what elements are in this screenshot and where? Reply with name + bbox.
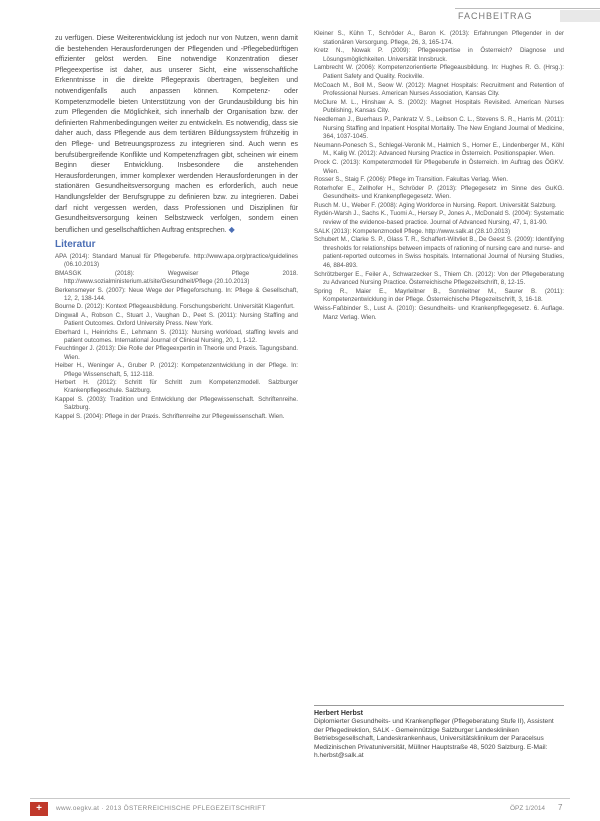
reference-entry: Spring R., Maier E., Mayrleitner B., Sonnleitner M., Saurer B. (2011): Kompetenzentwicklung in der Pflege. Österreichische Pflegezeitschrift, 3, 16-18. (314, 287, 564, 304)
reference-entry: APA (2014): Standard Manual für Pflegeberufe. http://www.apa.org/practice/guidelines (06.10.2013) (55, 252, 298, 269)
footer-publication: www.oegkv.at · 2013 ÖSTERREICHISCHE PFLEGEZEITSCHRIFT (56, 805, 266, 812)
reference-entry: SALK (2013): Kompetenzmodell Pflege. http://www.salk.at (28.10.2013) (314, 227, 511, 235)
reference-entry: Berkensmeyer S. (2007): Neue Wege der Pflegeforschung. In: Pflege & Gesellschaft, 12, 2, 138-144. (55, 286, 298, 302)
reference-entry: Prock C. (2013): Kompetenzmodell für Pflegeberufe in Österreich. Im Auftrag des ÖGKV. Wien. (314, 158, 564, 175)
reference-entry: Herbert H. (2012): Schritt für Schritt zum Kompetenzmodell. Salzburger Krankenpflegeschule. Salzburg. (55, 378, 298, 395)
reference-list-left (55, 253, 298, 421)
reference-entry: Rusch M. U., Weber F. (2008): Aging Workforce in Nursing. Report. Universität Salzburg. (314, 201, 557, 209)
reference-entry: Eberhard I., Heinrichs E., Lehmann S. (2011): Nursing workload, staffing levels and patient outcomes. International Journal of Clinical Nursing, 20, 1, 1-12. (55, 328, 298, 344)
reference-entry: Kleiner S., Kühn T., Schröder A., Baron K. (2013): Erfahrungen Pflegender in der stationären Versorgung. Pflege, 26, 3, 165-174. (314, 30, 564, 46)
author-bio: Diplomierter Gesundheits- und Krankenpfleger (Pflegeberatung Stufe II), Assistent der Pflegedirektion, SALK - Gemeinnützige Salzburger Landeskliniken Betriebsgesellschaft, Landeskrankenhaus, Universitätsklinikum der Paracelsus Medizinischen Privatuniversität, Müllner Hauptstraße 48, 5020 Salzburg. E-Mail: h.herbst@salk.at (314, 718, 554, 760)
reference-entry: Kappel S. (2004): Pflege in der Praxis. Schriftenreihe zur Pflegewissenschaft. Wien. (55, 412, 285, 420)
reference-entry: Bourne D. (2012): Kontext Pflegeausbildung. Forschungsbericht. Universität Klagenfurt. (55, 303, 295, 311)
reference-entry: Rosser S., Staig F. (2006): Pflege im Transition. Fakultas Verlag. Wien. (314, 176, 508, 184)
journal-logo-icon: + (30, 802, 48, 816)
reference-entry: Kappel S. (2003): Tradition und Entwicklung der Pflegewissenschaft. Schriftenreihe. Salzburg. (55, 395, 298, 412)
reference-entry: McCoach M., Boll M., Seow W. (2012): Magnet Hospitals: Recruitment and Retention of Professional Nurses. American Nurses Association, Kansas City. (314, 81, 564, 98)
author-name: Herbert Herbst (314, 710, 364, 717)
literature-heading: Literatur (55, 239, 96, 251)
reference-entry: McClure M. L., Hinshaw A. S. (2002): Magnet Hospitals Revisited. American Nurses Publishing, Kansas City. (314, 98, 564, 115)
reference-entry: Heiber H., Weninger A., Gruber P. (2012): Kompetenzentwicklung in der Pflege. In: Pflege Wissenschaft, 5, 112-118. (55, 362, 298, 378)
reference-entry: Weiss-Faßbinder S., Lust A. (2010): Gesundheits- und Krankenpflegegesetz. 6. Auflage. Manz Verlag. Wien. (314, 305, 564, 321)
reference-entry: BMASGK (2018): Wegweiser Pflege 2018. http://www.sozialministerium.at/site/Gesundheit/Pflege (20.10.2013) (55, 269, 298, 286)
reference-entry: Kretz N., Nowak P. (2009): Pflegeexpertise in Österreich? Diagnose und Lösungsmöglichkeiten. Universität Innsbruck. (314, 47, 564, 63)
footer-issue: ÖPZ 1/2014 (510, 805, 546, 812)
reference-list-right (314, 30, 564, 322)
reference-entry: Needleman J., Buerhaus P., Pankratz V. S., Leibson C. L., Stevens S. R., Harris M. (2011): Nursing Staffing and Inpatient Hospital Mortality. The New England Journal of Medicine, 364, 1037-1045. (314, 115, 564, 141)
reference-entry: Lambrecht W. (2006): Kompetenzorientierte Pflegeausbildung. In: Hughes R. G. (Hrsg.): Patient Safety and Quality. Rockville. (314, 64, 564, 80)
reference-entry: Schubert M., Clarke S. P., Glass T. R., Schaffert-Witvliet B., De Geest S. (2009): Identifying thresholds for relationships between impacts of rationing of nursing care and nurse- and patient-reported outcomes in Swiss hospitals. International Journal of Nursing Studies, 46, 884-893. (314, 236, 564, 270)
page-number: 7 (558, 803, 563, 812)
reference-entry: Schrötzberger E., Feiler A., Schwarzecker S., Thiem Ch. (2012): Von der Pflegeberatung zu Advanced Nursing Practice. Österreichische Pflegezeitschrift, 8, 12-15. (314, 270, 564, 287)
section-label: FACHBEITRAG (458, 11, 533, 21)
author-box (314, 705, 564, 761)
footer-rule (30, 798, 570, 799)
body-paragraph (55, 34, 298, 236)
reference-entry: Dingwall A., Robson C., Stuart J., Vaughan D., Peet S. (2011): Nursing Staffing and Patient Outcomes. Oxford University Press. New York. (55, 311, 298, 328)
left-column (55, 34, 298, 421)
reference-entry: Neumann-Ponesch S., Schlegel-Veronik M., Halmich S., Horner E., Lindenberger M., Köhl M., Kalig W. (2012): Advanced Nursing Practice in Österreich. Positionspapier. Wien. (314, 141, 564, 158)
reference-entry: Roterhofer E., Zellhofer H., Schröder P. (2013): Pflegegesetz im Sinne des GuKG. Gesundheits- und Krankenpflegegesetz. Wien. (314, 184, 564, 201)
header-accent-block (560, 10, 600, 22)
reference-entry: Rydén-Warsh J., Sachs K., Tuomi A., Hersey P., Jones A., McDonald S. (2004): Systematic review of the evidence-based practice. Journal of Advanced Nursing, 47, 1, 81-90. (314, 210, 564, 227)
end-mark-icon: ◆ (228, 224, 235, 234)
right-column (314, 30, 564, 322)
body-text: zu verfügen. Diese Weiterentwicklung ist jedoch nur von Nutzen, wenn damit die bestehenden Herausforderungen der Pflegenden und -Pflegebedürftigen effizienter gelöst werden. Eine notwendige Konzentration dieser Pflegeexpertise ist daher, aus unserer Sicht, eine wissenschaftliche Erkenntnisse in die direkte Pflegepraxis übertragen, begleiten und notwendigenfalls auch anpassen können. Kompetenz- oder Kompetenzmodelle bieten Unterstützung von der Grundausbildung bis hin zum Pflegenden die Möglichkeit, sich innerhalb der Organisation bzw. der definierten Rahmenbedingungen weiter zu entwickeln. Es notwendig, dass sie daher auch, dass Pflegende aus dem tertiären Bildungssystem frühzeitig in den Pflege- und Betreuungsprozess zu integrieren sind. Auch wenn es berufsübergreifende Konflikte und Kompetenzfragen gibt, scheinen wir einem Beginn dieser Entwicklung. Insbesondere die anstehenden Herausforderungen, immer komplexer werdenden Herausforderungen in der stationären Gesundheitsversorgung machen es erforderlich, auch neue Handlungsfelder der Berufsgruppe zu definieren bzw. zu integrieren. Dabei darf nicht vergessen werden, dass Professionen und Disziplinen für Gesundheitsversorgung keinen Selbstzweck verfolgen, sondern einen beruflichen und gesellschaftlichen Auftrag entsprechen. (55, 35, 298, 234)
reference-entry: Feuchtinger J. (2013): Die Rolle der Pflegeexpertin in Theorie und Praxis. Tagungsband. Wien. (55, 345, 298, 361)
